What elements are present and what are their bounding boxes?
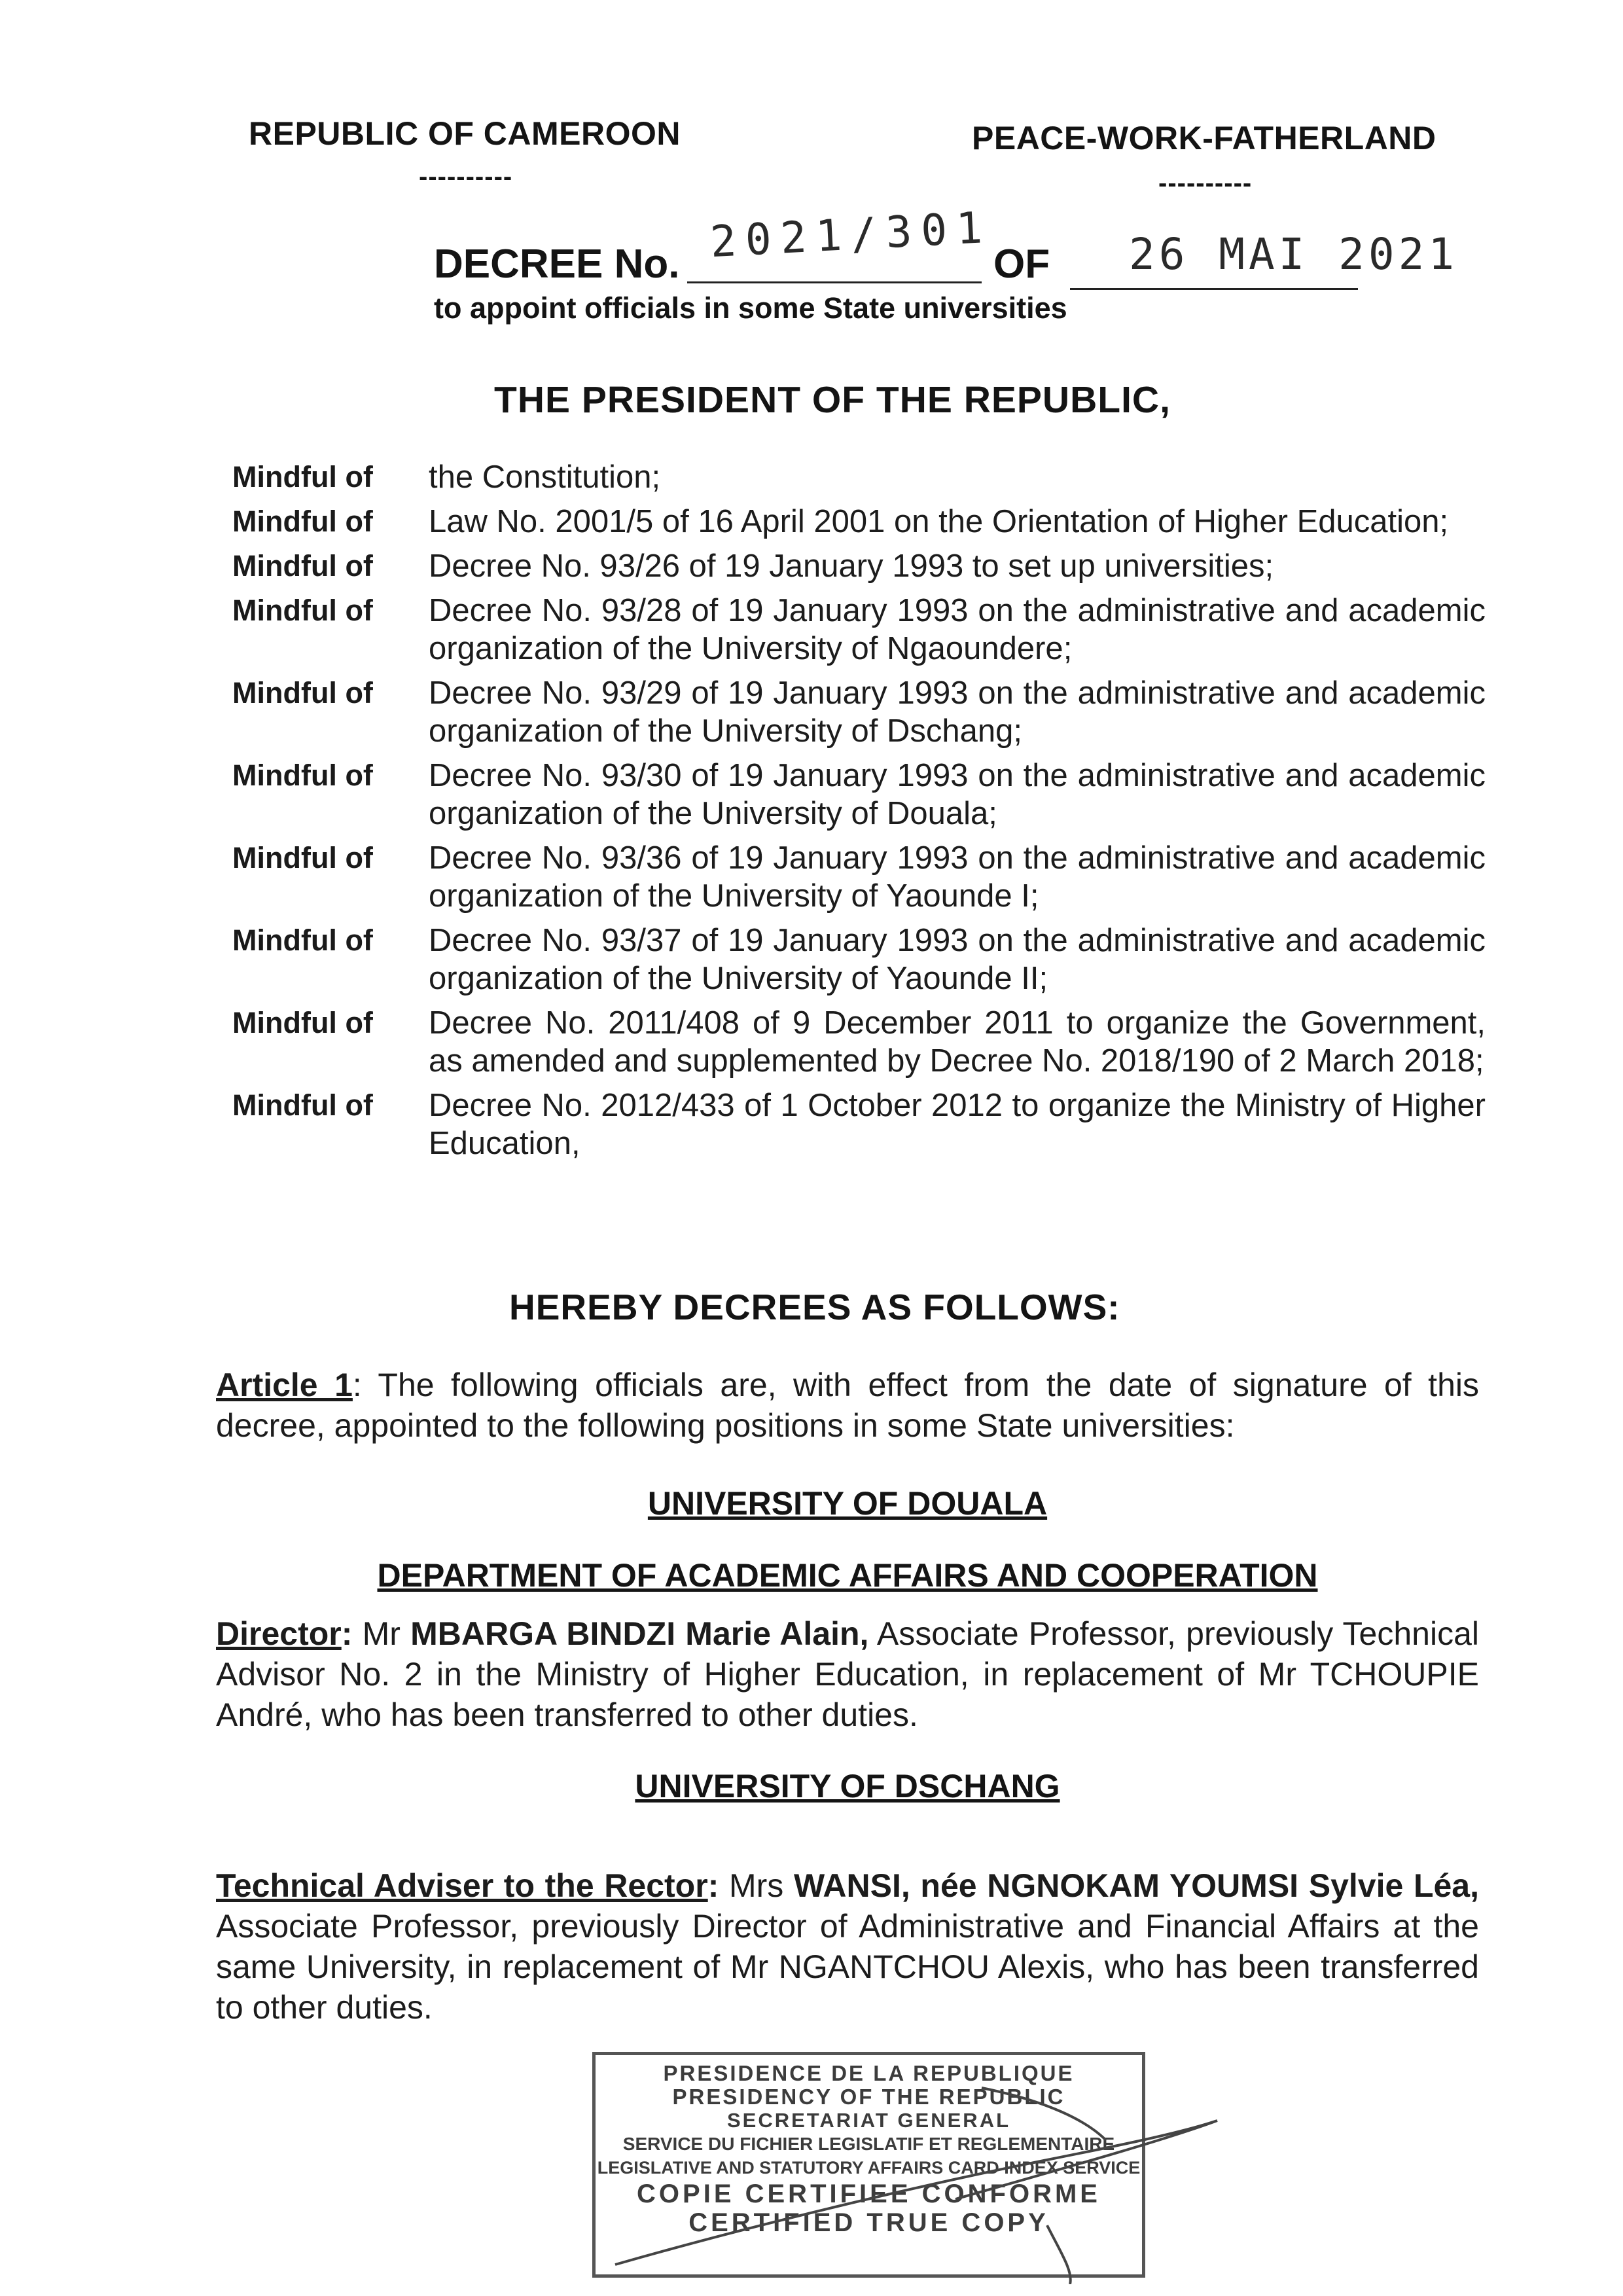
stamp-line: PRESIDENCE DE LA REPUBLIQUE <box>663 2061 1075 2085</box>
mindful-text: Decree No. 93/28 of 19 January 1993 on the administrative and academic organization of the University of Ngaoundere; <box>429 593 1486 666</box>
mindful-text: Law No. 2001/5 of 16 April 2001 on the Orientation of Higher Education; <box>429 504 1449 539</box>
mindful-label: Mindful of <box>232 460 373 493</box>
stamp-line: SERVICE DU FICHIER LEGISLATIF ET REGLEMENTAIRE <box>622 2134 1115 2154</box>
mindful-label: Mindful of <box>232 549 373 583</box>
mindful-label: Mindful of <box>232 1006 373 1039</box>
mindful-item <box>232 1086 1486 1162</box>
mindful-text: the Constitution; <box>429 459 661 495</box>
douala-role: Director <box>216 1615 342 1652</box>
douala-name: MBARGA BINDZI Marie Alain, <box>410 1615 869 1652</box>
mindful-item <box>232 757 1486 833</box>
mindful-list <box>232 458 1486 1169</box>
signature-flourish <box>589 2062 1243 2284</box>
header-left: REPUBLIC OF CAMEROON <box>249 115 681 152</box>
decree-date: 26 MAI 2021 <box>1129 229 1459 279</box>
article-1-text: : The following officials are, with effect from the date of signature of this decree, appointed to the following positions in some State universities: <box>216 1367 1479 1444</box>
dschang-colon: : <box>707 1867 719 1904</box>
dschang-rest: Associate Professor, previously Director of Administrative and Financial Affairs at the same University, in replacement of Mr NGANTCHOU Alexis, who has been transferred to other duties. <box>216 1908 1479 2026</box>
university-dschang-heading: UNIVERSITY OF DSCHANG <box>635 1768 1060 1804</box>
mindful-item <box>232 458 1486 496</box>
stamp-line: LEGISLATIVE AND STATUTORY AFFAIRS CARD INDEX SERVICE <box>597 2158 1141 2178</box>
mindful-text: Decree No. 93/29 of 19 January 1993 on the administrative and academic organization of the University of Dschang; <box>429 675 1486 749</box>
stamp-line: COPIE CERTIFIEE CONFORME <box>637 2179 1101 2208</box>
mindful-item <box>232 839 1486 915</box>
mindful-label: Mindful of <box>232 759 373 792</box>
header-right: PEACE-WORK-FATHERLAND <box>972 120 1436 156</box>
mindful-text: Decree No. 93/30 of 19 January 1993 on the administrative and academic organization of the University of Douala; <box>429 758 1486 831</box>
mindful-label: Mindful of <box>232 841 373 874</box>
stamp-line: PRESIDENCY OF THE REPUBLIC <box>672 2085 1065 2109</box>
douala-rest: Associate Professor, previously Technical Advisor No. 2 in the Ministry of Higher Education, in replacement of Mr TCHOUPIE André, who has been transferred to other duties. <box>216 1615 1479 1733</box>
mindful-label: Mindful of <box>232 505 373 538</box>
mindful-item <box>232 592 1486 668</box>
decree-of-label: OF <box>993 242 1050 287</box>
university-douala-heading: UNIVERSITY OF DOUALA <box>647 1485 1048 1522</box>
dschang-role: Technical Adviser to the Rector <box>216 1867 708 1904</box>
mindful-item <box>232 1004 1486 1080</box>
mindful-label: Mindful of <box>232 594 373 627</box>
dschang-name: WANSI, née NGNOKAM YOUMSI Sylvie Léa, <box>793 1867 1479 1904</box>
stamp-line: CERTIFIED TRUE COPY <box>688 2208 1049 2237</box>
decree-date-line <box>1070 288 1358 290</box>
decree-number-line <box>687 281 982 283</box>
mindful-text: Decree No. 93/36 of 19 January 1993 on the administrative and academic organization of the University of Yaounde I; <box>429 840 1486 914</box>
dschang-title: Mrs <box>719 1867 794 1904</box>
decrees-heading: HEREBY DECREES AS FOLLOWS: <box>509 1287 1120 1327</box>
mindful-text: Decree No. 2011/408 of 9 December 2011 to organize the Government, as amended and supplemented by Decree No. 2018/190 of 2 March 2018; <box>429 1005 1486 1079</box>
mindful-label: Mindful of <box>232 676 373 709</box>
mindful-label: Mindful of <box>232 924 373 957</box>
mindful-item <box>232 922 1486 997</box>
department-heading: DEPARTMENT OF ACADEMIC AFFAIRS AND COOPERATION <box>377 1557 1318 1594</box>
mindful-item <box>232 503 1486 541</box>
mindful-item <box>232 547 1486 585</box>
decree-label: DECREE No. <box>434 242 680 287</box>
header-left-separator: ---------- <box>419 162 513 191</box>
article-1-label: Article 1 <box>216 1367 353 1403</box>
article-1 <box>216 1365 1479 1446</box>
mindful-item <box>232 674 1486 750</box>
mindful-label: Mindful of <box>232 1088 373 1122</box>
header-right-separator: ---------- <box>1158 169 1253 198</box>
douala-appointment <box>216 1613 1479 1735</box>
mindful-text: Decree No. 93/26 of 19 January 1993 to set up universities; <box>429 548 1274 584</box>
dschang-appointment <box>216 1865 1479 2028</box>
president-heading: THE PRESIDENT OF THE REPUBLIC, <box>494 379 1171 421</box>
decree-subtitle: to appoint officials in some State universities <box>434 291 1067 325</box>
decree-number: 2021/301 <box>709 202 993 268</box>
stamp-line: SECRETARIAT GENERAL <box>726 2109 1011 2132</box>
mindful-text: Decree No. 93/37 of 19 January 1993 on the administrative and academic organization of the University of Yaounde II; <box>429 923 1486 996</box>
douala-title: Mr <box>352 1615 411 1652</box>
douala-colon: : <box>341 1615 353 1652</box>
mindful-text: Decree No. 2012/433 of 1 October 2012 to organize the Ministry of Higher Education, <box>429 1088 1486 1161</box>
